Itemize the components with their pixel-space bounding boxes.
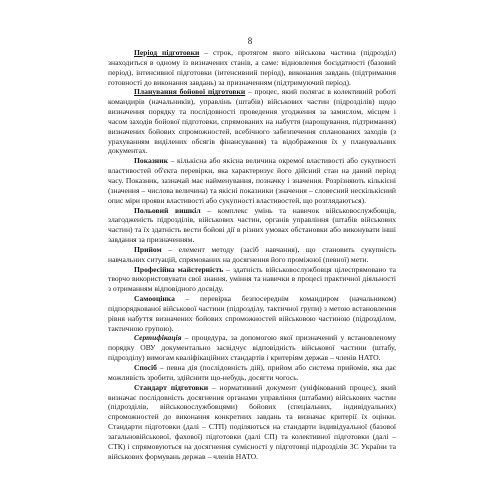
definition-paragraph (108, 265, 396, 295)
definition-text: – процес, який полягає в колективній роботі командирів (начальників), управлінь (штабів) військових частин (підрозділів) щодо визначення порядку та послідовності проведення угодження за замислом, місцем і часом заходів бойової підготовки, спрямованих на набуття (нарощування, підтримання) визначених бойових спроможностей, всебічного забезпечення спланованих заходів (з урахуванням виділених обсягів фінансування) та відображення їх у планувальних документах. (108, 87, 397, 156)
definition-text: – нормативний документ (уніфікований процес), який визначає послідовність досягнення органами управління (штабами) військових частин (підрозділів, військовослужбовцями) бойових (спеціальних, індивідуальних) спроможностей до виконання конкретних завдань та визначає критерії їх оцінки. Стандарти підготовки (далі – СТП) поділяються на стандарти індивідуальної (базової загальновійськової, фахової) підготовки (далі СП) та колективної підготовки (далі – СТК) і спрямовуються на досягнення сумісності у підготовці підрозділів ЗС України та військових формувань держав – членів НАТО. (108, 382, 397, 461)
document-body (108, 48, 396, 461)
term-heading: Планування бойової підготовки (134, 87, 246, 97)
definition-text: – елемент методу (засіб навчання), що становить сукупність навчальних ситуацій, спрямованих на досягнення його проміжної (певної) мети. (108, 244, 396, 264)
term-heading: Період підготовки (134, 48, 200, 57)
term-heading: Сертифікація (134, 333, 182, 343)
term-heading: Показник (134, 156, 168, 166)
term-heading: Самооцінка (134, 294, 175, 304)
definition-paragraph (108, 363, 396, 383)
definition-paragraph (108, 156, 396, 205)
definition-paragraph (108, 333, 396, 363)
definition-paragraph (108, 383, 396, 462)
definition-text: – комплекс умінь та навичок військовослужбовців, злагодженість підрозділів, військових частин, органів управління (штабів військових частин) та їх здатність вести бойові дії в різних умовах обстановки або виконувати інші завдання за призначенням. (108, 205, 396, 245)
definition-text: – процедура, за допомогою якої призначений у встановленому порядку ОВУ документально засвідчує відповідність військової частини (штабу, підрозділу) вимогам кваліфікаційних стандартів і критеріям держав – членів НАТО. (108, 333, 396, 363)
definition-text: – здатність військовослужбовця цілеспрямовано та творчо використовувати свої знання, уміння та навички в процесі практичної діяльності з отриманням відповідного досвіду. (108, 264, 396, 294)
definition-text: – строк, протягом якого військова частина (підрозділ) знаходиться в одному із визначених станів, а саме: відновлення боєздатності (базовий період), інтенсивної підготовки (інтенсивний період), виконання завдань (підтримання готовності до виконання завдань) за призначенням (підтримуючий період). (108, 48, 396, 87)
term-heading: Стандарт підготовки (134, 382, 209, 392)
definition-text: – перевірка безпосереднім командиром (начальником) підпорядкованої військової частини (підрозділу, тактичної групи) з метою встановлення рівня набуття визначених бойових спроможностей військовою частиною (підрозділом, тактичною групою). (108, 294, 396, 333)
term-heading: Професійна майстерність (134, 264, 224, 274)
definition-text: – кількісна або якісна величина окремої властивості або сукупності властивостей об'єкта перевірки, яка характеризує його дійсний стан на даний період часу. Показник, зазначай має найменування, позначку і значення. Розрізняють кількісні (значення – числова величина) та якісні показники (значення – словесний нескількісний опис міри прояви властивості або сукупності властивостей, що розглядаються). (108, 156, 396, 205)
term-heading: Польовий вишкіл (134, 205, 201, 215)
definition-paragraph (108, 294, 396, 333)
page-number: 8 (247, 36, 253, 46)
definition-text: – певна дія (послідовність дій), прийом або система прийомів, яка дає можливість зробити, здійснити що-небудь, досягти чогось. (108, 363, 396, 382)
term-heading: Спосіб (134, 363, 157, 372)
definition-paragraph (108, 48, 396, 87)
definition-paragraph (108, 206, 396, 245)
definition-paragraph (108, 245, 396, 265)
definition-paragraph (108, 87, 396, 156)
term-heading: Прийом (134, 244, 162, 254)
